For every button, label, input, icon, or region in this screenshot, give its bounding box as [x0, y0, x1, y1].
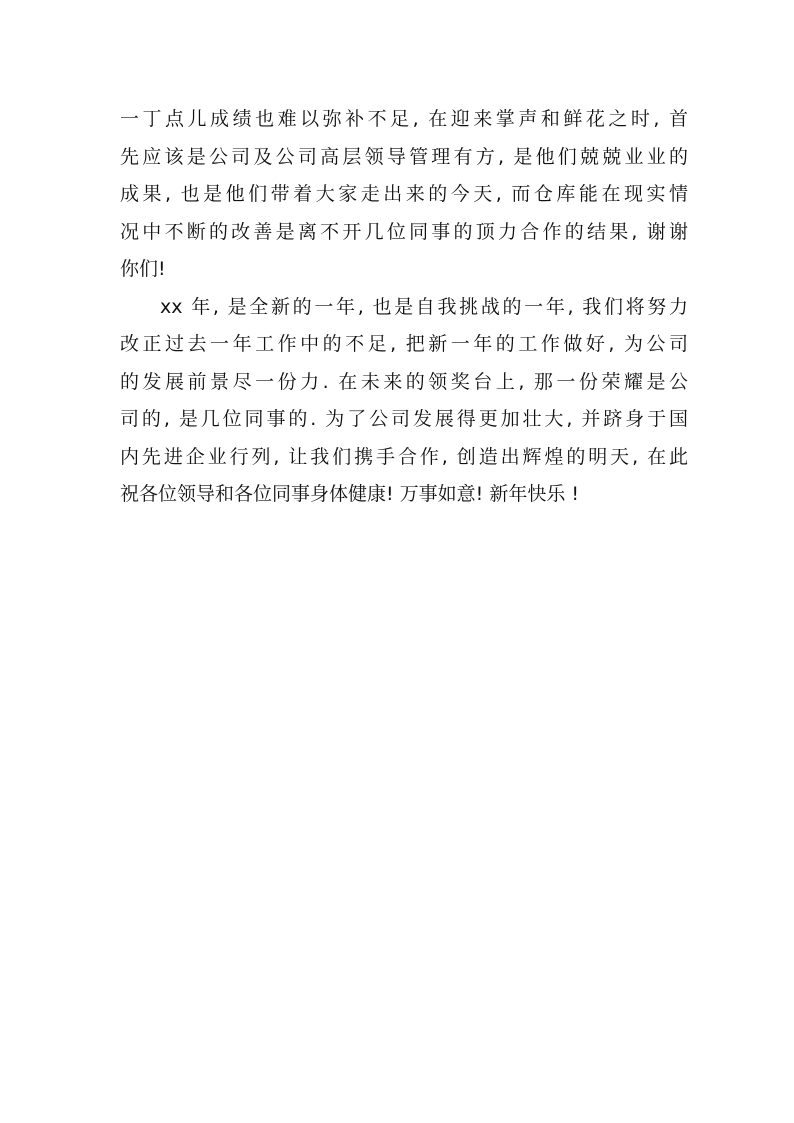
paragraph-2	[120, 289, 688, 514]
paragraph-1	[120, 101, 688, 289]
text-line: xx 年, 是全新的一年, 也是自我挑战的一年, 我们将努力	[160, 295, 688, 318]
text-line: 一丁点儿成绩也难以弥补不足, 在迎来掌声和鲜花之时, 首	[120, 108, 688, 130]
text-line: 先应该是公司及公司高层领导管理有方, 是他们兢兢业业的	[120, 145, 688, 168]
text-line: 内先进企业行列, 让我们携手合作, 创造出辉煌的明天, 在此	[120, 445, 688, 468]
text-line: 司的, 是几位同事的. 为了公司发展得更加壮大, 并跻身于国	[120, 408, 688, 430]
document-body	[120, 101, 688, 514]
text-line: 祝各位领导和各位同事身体健康! 万事如意! 新年快乐 !	[120, 483, 579, 505]
text-line: 况中不断的改善是离不开几位同事的顶力合作的结果, 谢谢	[120, 220, 688, 243]
text-line: 你们!	[120, 258, 166, 280]
text-line: 改正过去一年工作中的不足, 把新一年的工作做好, 为公司	[120, 333, 688, 355]
text-line: 的发展前景尽一份力. 在未来的领奖台上, 那一份荣耀是公	[120, 370, 688, 393]
text-line: 成果, 也是他们带着大家走出来的今天, 而仓库能在现实情	[120, 183, 688, 205]
